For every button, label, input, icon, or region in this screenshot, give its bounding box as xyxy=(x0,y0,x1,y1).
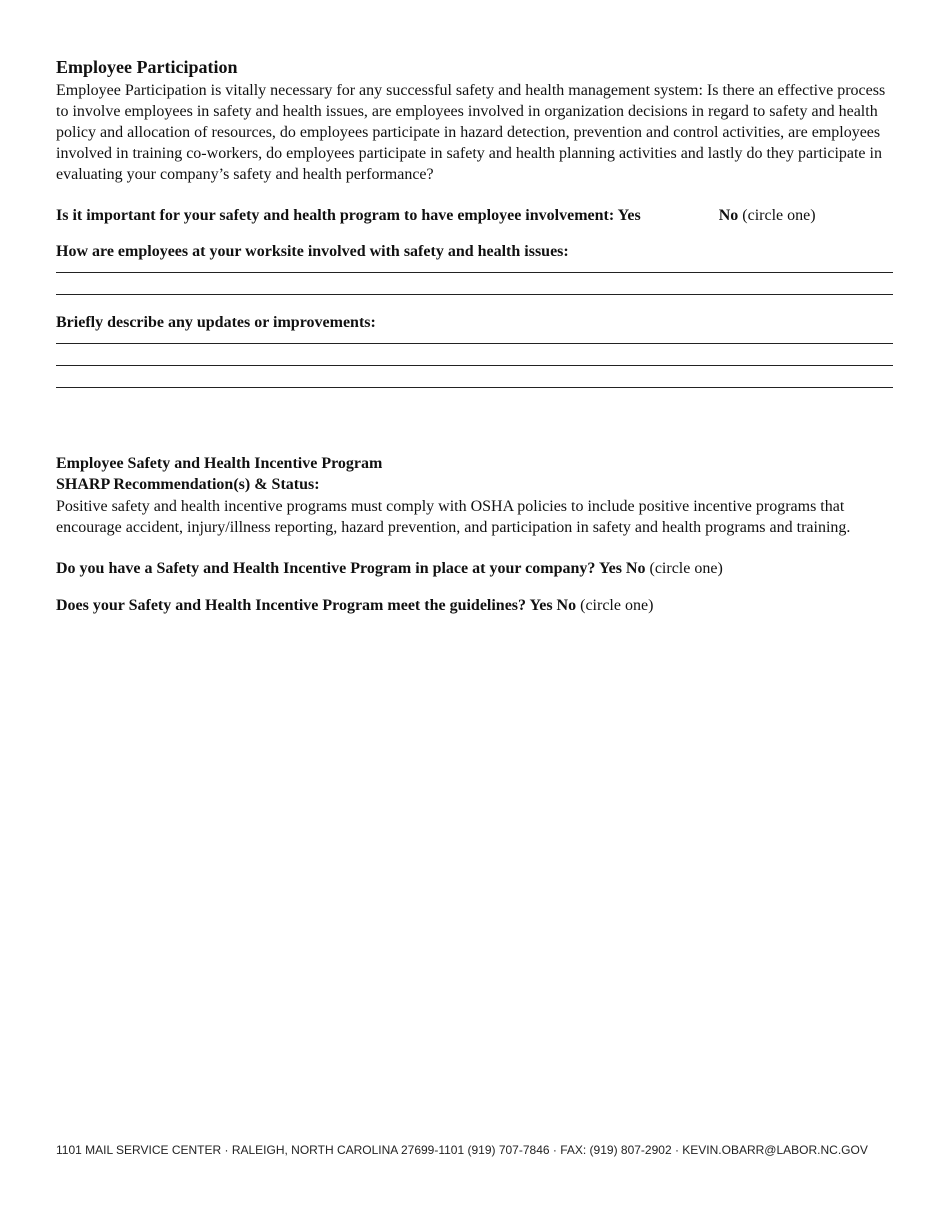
no-option[interactable]: No xyxy=(718,207,739,224)
circle-one-hint: (circle one) xyxy=(742,207,816,224)
document-page xyxy=(56,56,893,616)
question-text: Do you have a Safety and Health Incentive Program in place at your company? xyxy=(56,560,596,577)
yes-option[interactable]: Yes xyxy=(617,207,641,224)
section-body-incentive-program: Positive safety and health incentive programs must comply with OSHA policies to include positive incentive programs that encourage accident, injury/illness reporting, hazard prevention, and participation in safety and health programs and training. xyxy=(56,498,851,536)
circle-one-hint: (circle one) xyxy=(580,597,654,614)
question-incentive-guidelines xyxy=(56,595,893,616)
question-incentive-in-place xyxy=(56,558,893,579)
section-title-incentive-program: Employee Safety and Health Incentive Program xyxy=(56,455,383,472)
page-footer-address: 1101 MAIL SERVICE CENTER · RALEIGH, NORTH CAROLINA 27699-1101 (919) 707-7846 · FAX: (919) 807-2902 · KEVIN.OBARR@LABOR.NC.GOV xyxy=(56,1143,868,1157)
no-option[interactable]: No xyxy=(556,597,577,614)
answer-line[interactable] xyxy=(56,343,893,344)
answer-line[interactable] xyxy=(56,272,893,273)
section-title-employee-participation: Employee Participation xyxy=(56,57,238,77)
circle-one-hint: (circle one) xyxy=(649,560,723,577)
answer-line[interactable] xyxy=(56,365,893,366)
answer-line[interactable] xyxy=(56,387,893,388)
sharp-recommendation-label: SHARP Recommendation(s) & Status: xyxy=(56,476,320,493)
question-text: Is it important for your safety and health program to have employee involvement: xyxy=(56,207,615,224)
answer-line[interactable] xyxy=(56,294,893,295)
question-how-involved: How are employees at your worksite involved with safety and health issues: xyxy=(56,243,569,260)
question-updates: Briefly describe any updates or improvements: xyxy=(56,314,376,331)
yes-option[interactable]: Yes xyxy=(598,560,622,577)
no-option[interactable]: No xyxy=(625,560,646,577)
question-text: Does your Safety and Health Incentive Program meet the guidelines? xyxy=(56,597,527,614)
yes-option[interactable]: Yes xyxy=(529,597,553,614)
question-employee-involvement xyxy=(56,205,893,226)
section-body-employee-participation: Employee Participation is vitally necessary for any successful safety and health management system: Is there an effective process to involve employees in safety and health issues, are employees involved in organization decisions in regard to safety and health policy and allocation of resources, do employees participate in hazard detection, prevention and control activities, are employees involved in training co-workers, do employees participate in safety and health planning activities and lastly do they participate in evaluating your company’s safety and health performance? xyxy=(56,82,886,183)
